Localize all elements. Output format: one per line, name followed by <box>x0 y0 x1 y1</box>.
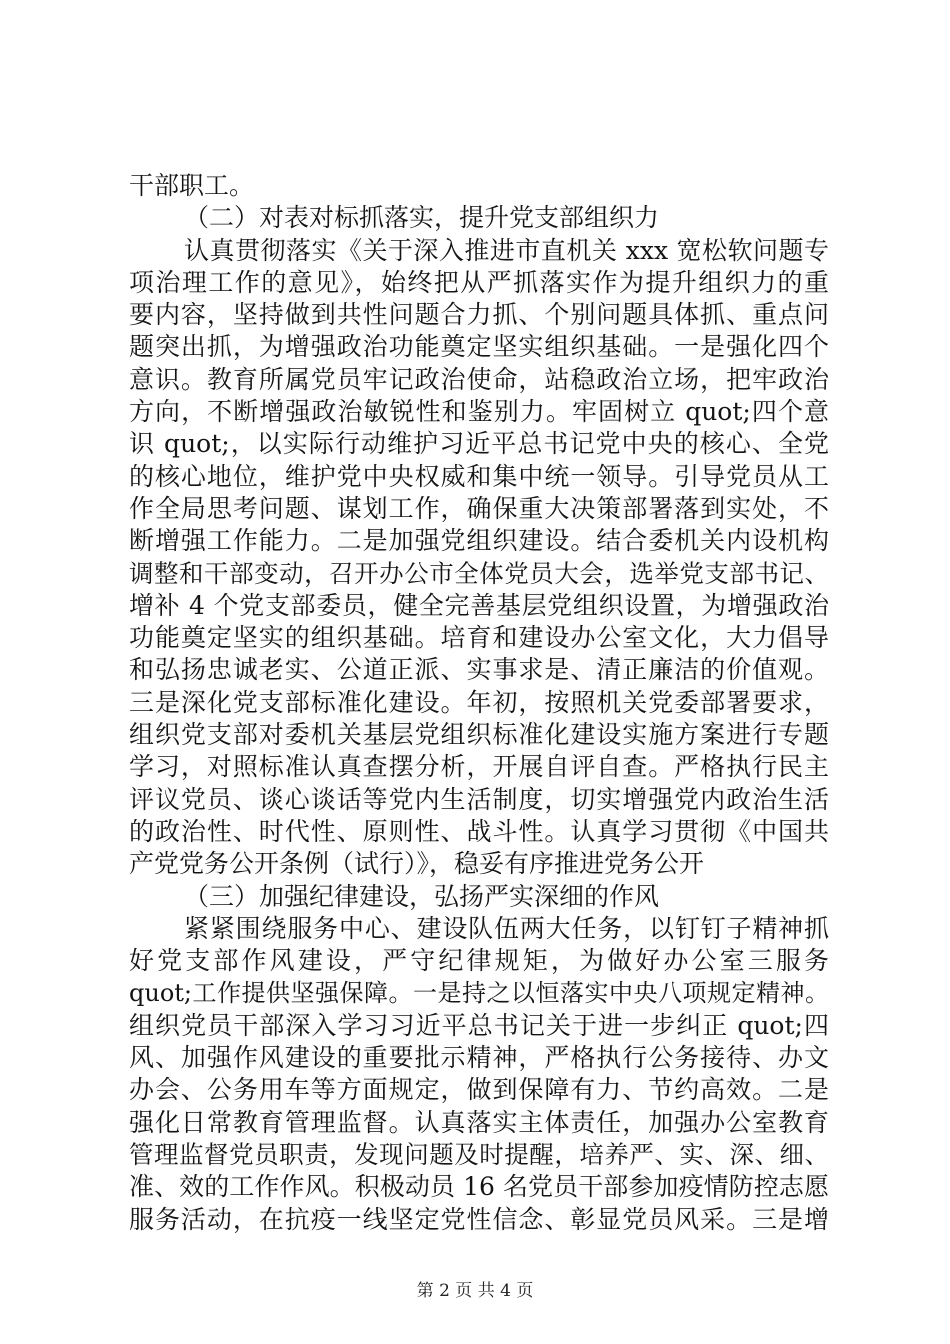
body-line: 服务活动，在抗疫一线坚定党性信念、彰显党员风采。三是增 <box>129 1204 829 1234</box>
body-line: 调整和干部变动，召开办公市全体党员大会，选举党支部书记、 <box>129 558 829 588</box>
body-line: 意识。教育所属党员牢记政治使命，站稳政治立场，把牢政治 <box>129 364 829 394</box>
body-line: 三是深化党支部标准化建设。年初，按照机关党委部署要求， <box>129 687 829 717</box>
body-line: 准、效的工作作风。积极动员 16 名党员干部参加疫情防控志愿 <box>129 1172 829 1202</box>
section-heading-2: （二）对表对标抓落实，提升党支部组织力 <box>184 203 660 233</box>
body-line: 断增强工作能力。二是加强党组织建设。结合委机关内设机构 <box>129 526 829 556</box>
body-line: 评议党员、谈心谈话等党内生活制度，切实增强党内政治生活 <box>129 784 829 814</box>
body-line: 增补 4 个党支部委员，健全完善基层党组织设置，为增强政治 <box>129 590 829 620</box>
body-line: 组织党支部对委机关基层党组织标准化建设实施方案进行专题 <box>129 720 829 750</box>
body-line: 方向，不断增强政治敏锐性和鉴别力。牢固树立 quot;四个意 <box>129 397 829 427</box>
body-line: 紧紧围绕服务中心、建设队伍两大任务，以钉钉子精神抓 <box>184 913 829 943</box>
body-line: 作全局思考问题、谋划工作，确保重大决策部署落到实处，不 <box>129 493 829 523</box>
body-line: 风、加强作风建设的重要批示精神，严格执行公务接待、办文 <box>129 1043 829 1073</box>
body-line: 组织党员干部深入学习习近平总书记关于进一步纠正 quot;四 <box>129 1010 829 1040</box>
body-line: 管理监督党员职责，发现问题及时提醒，培养严、实、深、细、 <box>129 1139 829 1169</box>
body-line: 项治理工作的意见》，始终把从严抓落实作为提升组织力的重 <box>129 267 829 297</box>
body-line: 的核心地位，维护党中央权威和集中统一领导。引导党员从工 <box>129 461 829 491</box>
body-line: 强化日常教育管理监督。认真落实主体责任，加强办公室教育 <box>129 1107 829 1137</box>
body-line: 要内容，坚持做到共性问题合力抓、个别问题具体抓、重点问 <box>129 300 829 330</box>
body-line: 产党党务公开条例（试行）》，稳妥有序推进党务公开 <box>129 849 705 879</box>
body-line: 和弘扬忠诚老实、公道正派、实事求是、清正廉洁的价值观。 <box>129 655 829 685</box>
body-line: 干部职工。 <box>129 171 255 200</box>
page-footer: 第 2 页 共 4 页 <box>416 1281 534 1301</box>
body-line: 的政治性、时代性、原则性、战斗性。认真学习贯彻《中国共 <box>129 816 829 846</box>
body-line: 功能奠定坚实的组织基础。培育和建设办公室文化，大力倡导 <box>129 623 829 653</box>
body-line: 认真贯彻落实《关于深入推进市直机关 xxx 宽松软问题专 <box>184 235 829 265</box>
body-line: quot;工作提供坚强保障。一是持之以恒落实中央八项规定精神。 <box>129 979 829 1008</box>
body-line: 好党支部作风建设，严守纪律规矩，为做好办公室三服务 <box>129 946 829 976</box>
document-body <box>129 170 829 1236</box>
body-line: 识 quot;，以实际行动维护习近平总书记党中央的核心、全党 <box>129 429 829 459</box>
body-line: 题突出抓，为增强政治功能奠定坚实组织基础。一是强化四个 <box>129 332 829 362</box>
section-heading-3: （三）加强纪律建设，弘扬严实深细的作风 <box>184 881 660 911</box>
body-line: 学习，对照标准认真查摆分析，开展自评自查。严格执行民主 <box>129 752 829 782</box>
body-line: 办会、公务用车等方面规定，做到保障有力、节约高效。二是 <box>129 1075 829 1105</box>
